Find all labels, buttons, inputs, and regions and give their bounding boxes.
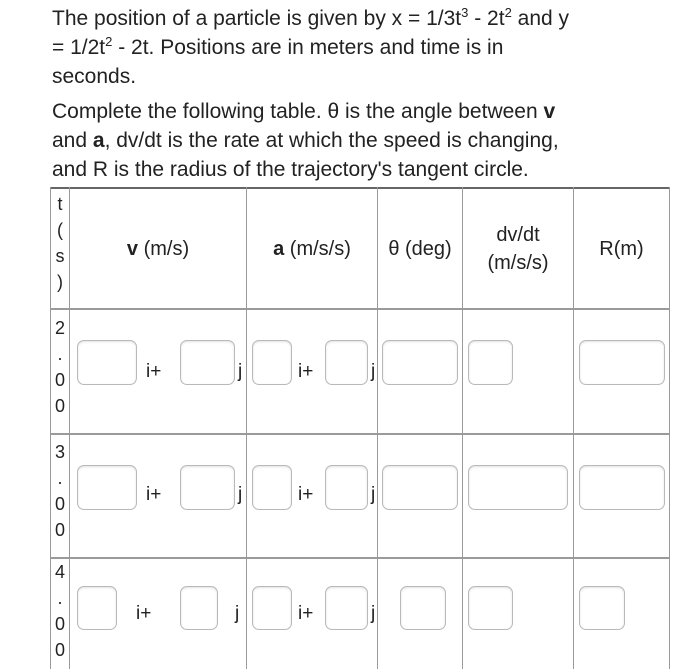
header-velocity: v (m/s) xyxy=(126,237,190,260)
i-label: i+ xyxy=(146,484,162,505)
a-j-input[interactable] xyxy=(325,465,368,510)
header-dvdt: dv/dt (m/s/s) xyxy=(487,223,549,274)
v-j-input[interactable] xyxy=(180,465,235,510)
a-i-input[interactable] xyxy=(252,465,292,510)
j-label: j xyxy=(371,361,376,382)
j-label: j xyxy=(235,603,240,624)
question-paragraph-2: Complete the following table. θ is the angle between v and a, dv/dt is the rate at which the speed is changing, and R is the radius of the trajectory's tangent circle. xyxy=(52,100,559,181)
a-i-input[interactable] xyxy=(252,340,292,385)
i-label: i+ xyxy=(136,603,152,624)
question-paragraph-1: The position of a particle is given by $x = 1/3t^3 - 2t^2$ and y = $1/2t^2 - 2t$. Positions are in meters and time is in seconds. xyxy=(52,5,570,88)
theta-input[interactable] xyxy=(382,340,458,385)
dvdt-input[interactable] xyxy=(468,340,513,385)
theta-input[interactable] xyxy=(382,465,458,510)
radius-input[interactable] xyxy=(579,586,625,630)
j-label: j xyxy=(238,361,243,382)
header-radius: R(m) xyxy=(599,237,644,260)
header-theta: θ (deg) xyxy=(388,237,452,260)
radius-input[interactable] xyxy=(579,465,665,510)
a-j-input[interactable] xyxy=(325,586,368,630)
dvdt-input[interactable] xyxy=(468,586,513,630)
j-label: j xyxy=(371,484,376,505)
v-i-input[interactable] xyxy=(77,340,137,385)
i-label: i+ xyxy=(298,484,314,505)
dvdt-input[interactable] xyxy=(468,465,568,510)
theta-input[interactable] xyxy=(400,586,446,630)
v-j-input[interactable] xyxy=(180,586,218,630)
i-label: i+ xyxy=(298,361,314,382)
a-j-input[interactable] xyxy=(325,340,368,385)
a-i-input[interactable] xyxy=(252,586,292,630)
header-acceleration: a (m/s/s) xyxy=(273,237,351,260)
i-label: i+ xyxy=(298,603,314,624)
v-i-input[interactable] xyxy=(77,586,117,630)
v-i-input[interactable] xyxy=(77,465,137,510)
v-j-input[interactable] xyxy=(180,340,235,385)
radius-input[interactable] xyxy=(579,340,665,385)
j-label: j xyxy=(238,484,243,505)
j-label: j xyxy=(371,603,376,624)
i-label: i+ xyxy=(146,361,162,382)
